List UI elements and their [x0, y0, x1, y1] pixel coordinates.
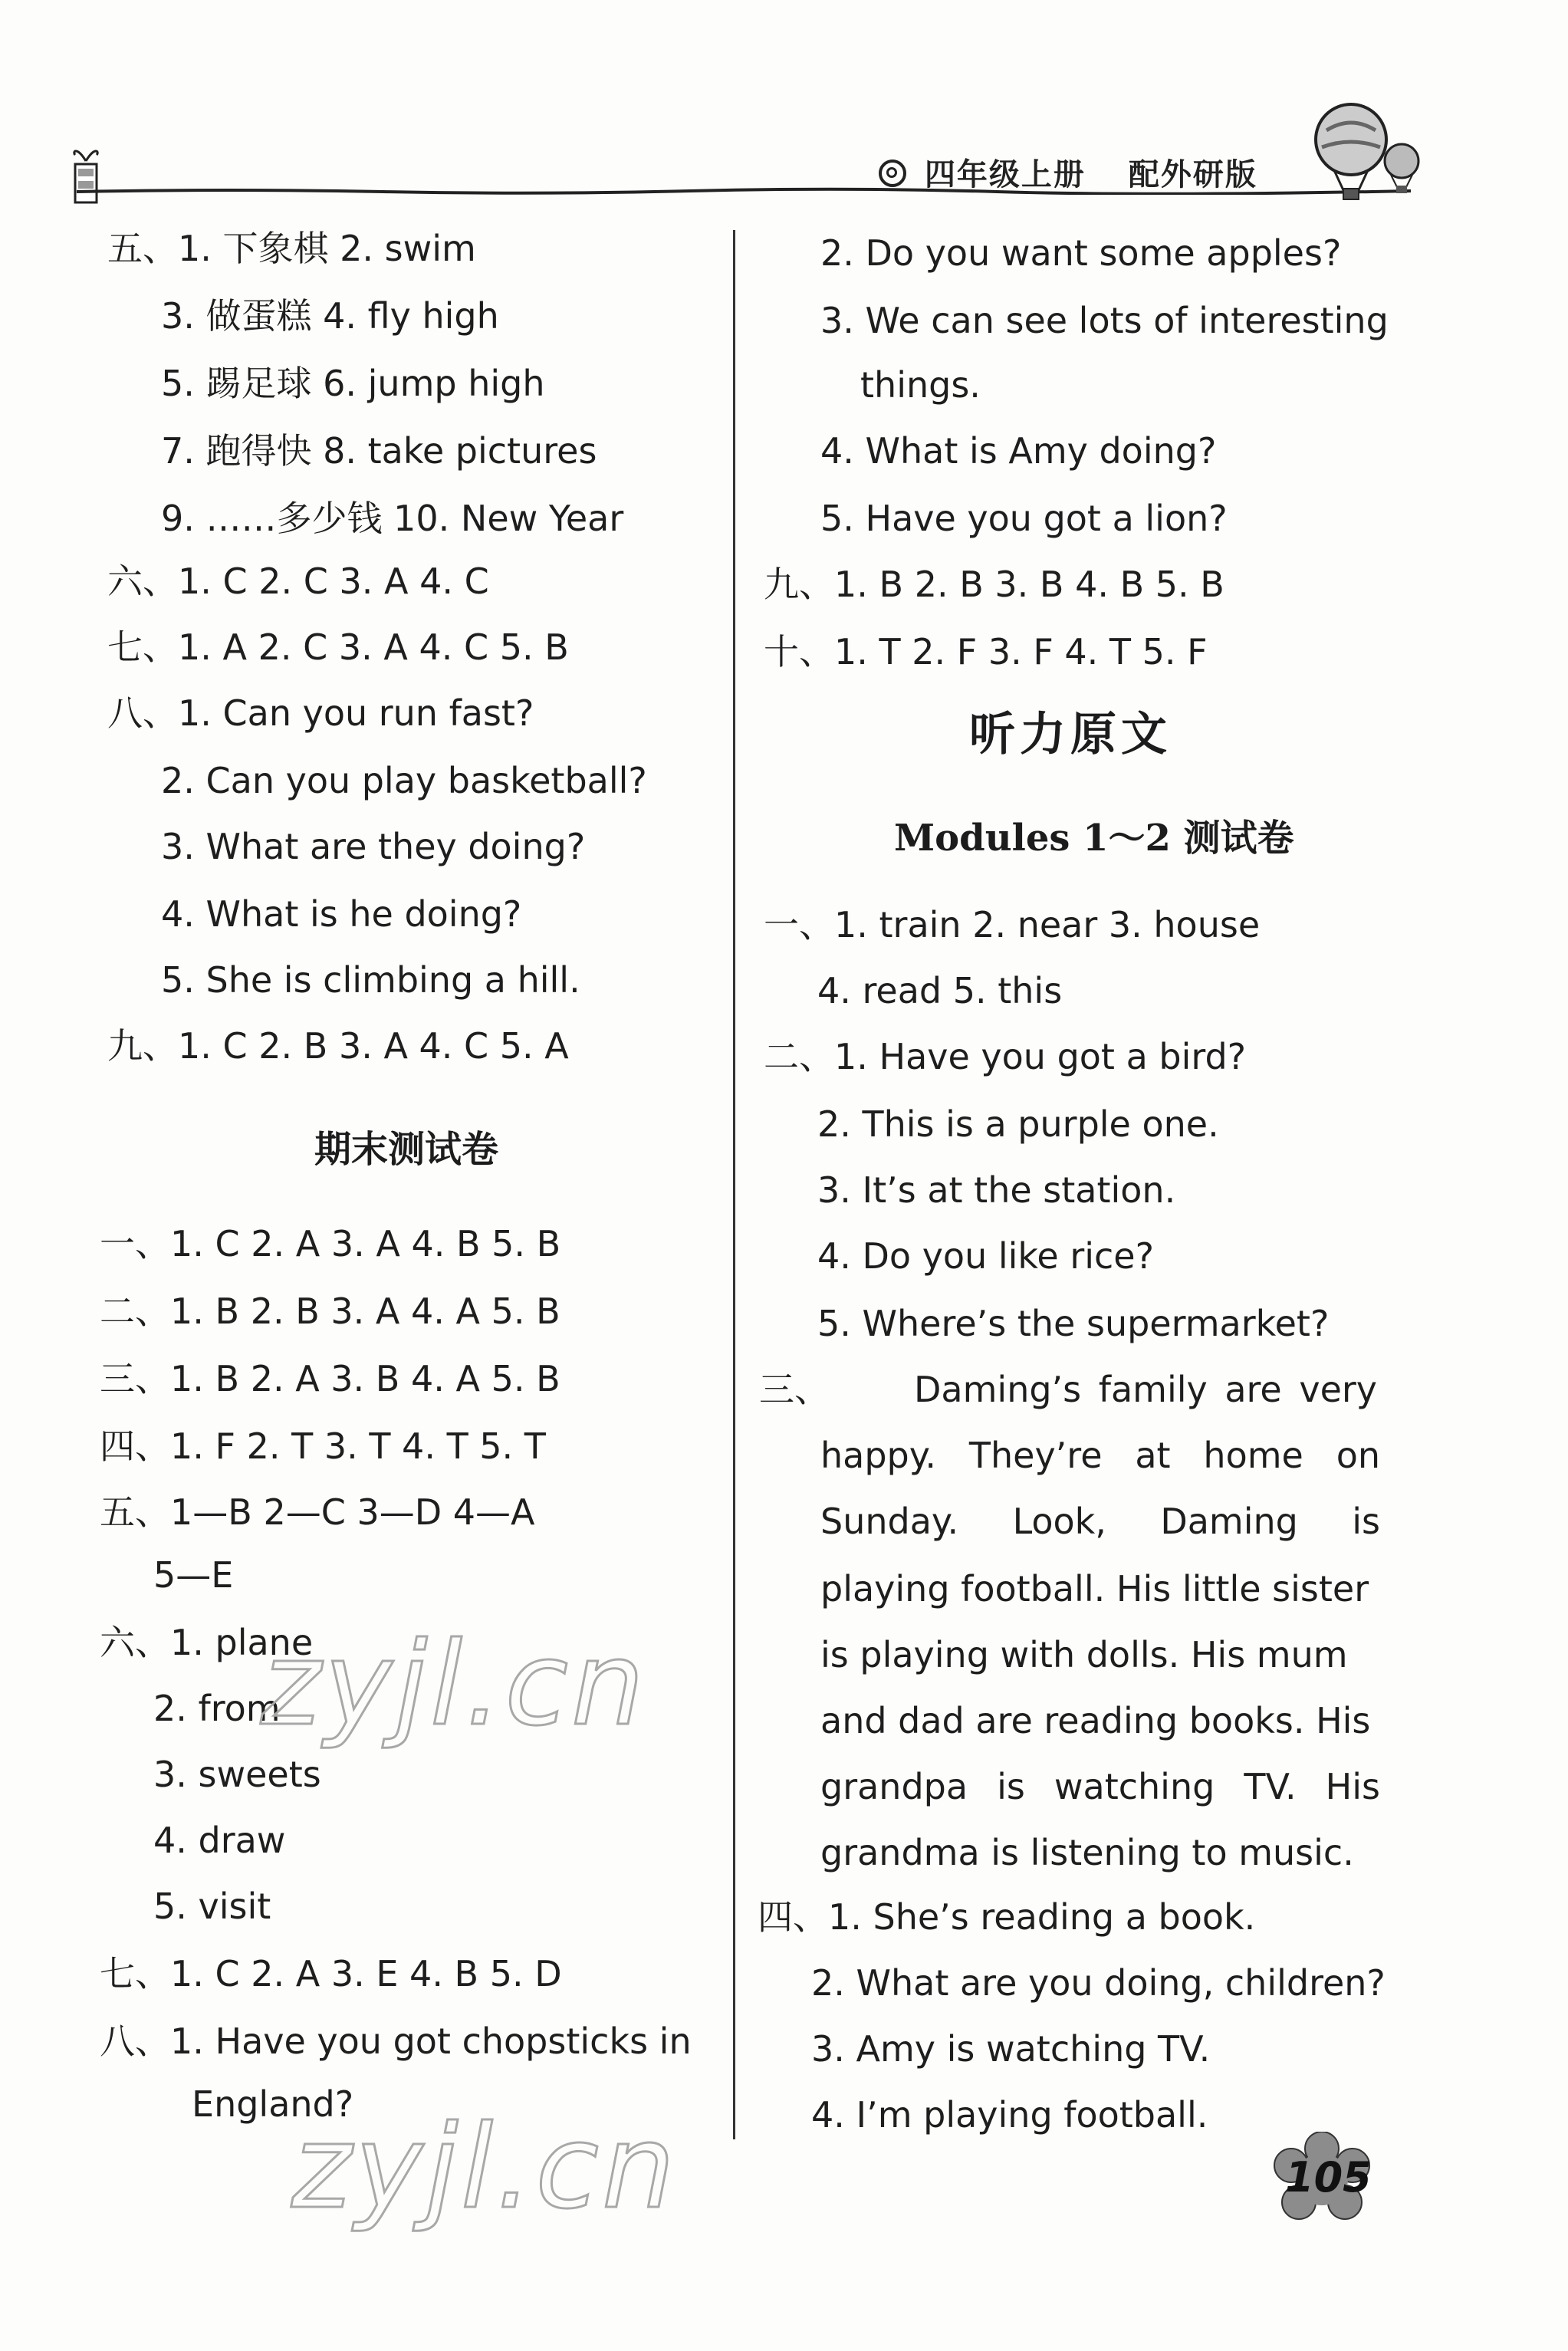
module-line-1: 一、1. train 2. near 3. house — [764, 904, 1261, 945]
right-line-5: 5. Have you got a lion? — [820, 498, 1228, 539]
passage-line-5: is playing with dolls. His mum — [820, 1634, 1348, 1675]
left-line-10: 3. What are they doing? — [161, 826, 586, 867]
final-line-11: 5. visit — [153, 1886, 271, 1927]
left-line-8: 八、1. Can you run fast? — [107, 692, 534, 734]
module-line-4: 2. This is a purple one. — [817, 1103, 1219, 1145]
final-line-13: 八、1. Have you got chopsticks in — [100, 2021, 692, 2062]
right-line-7: 十、1. T 2. F 3. F 4. T 5. F — [764, 631, 1208, 672]
right-line-6: 九、1. B 2. B 3. B 4. B 5. B — [764, 564, 1224, 605]
left-line-9: 2. Can you play basketball? — [161, 760, 647, 801]
watermark: zyjl.cn — [261, 1618, 648, 1751]
final-test-title: 期末测试卷 — [314, 1128, 499, 1171]
left-line-6: 六、1. C 2. C 3. A 4. C — [107, 561, 489, 602]
header-title — [879, 150, 1257, 194]
last-line-3: 3. Amy is watching TV. — [811, 2028, 1211, 2070]
final-line-7: 六、1. plane — [100, 1622, 314, 1663]
final-line-8: 2. from — [153, 1688, 281, 1729]
left-line-4: 7. 跑得快 8. take pictures — [161, 430, 597, 472]
left-line-11: 4. What is he doing? — [161, 893, 522, 935]
module-test-title: Modules 1～2 测试卷 — [894, 817, 1294, 860]
module-line-7: 5. Where’s the supermarket? — [817, 1303, 1330, 1344]
left-line-13: 九、1. C 2. B 3. A 4. C 5. A — [107, 1025, 569, 1067]
column-divider — [733, 230, 735, 2139]
header-grade: 四年级上册 — [924, 157, 1086, 192]
right-line-2: 3. We can see lots of interesting — [820, 300, 1389, 341]
header-edition: 配外研版 — [1128, 157, 1257, 192]
plant-pot-icon — [69, 138, 103, 207]
passage-line-2: happy. They’re at home on — [820, 1435, 1380, 1476]
module-line-5: 3. It’s at the station. — [817, 1169, 1176, 1211]
listening-script-title: 听力原文 — [969, 708, 1172, 761]
right-line-4: 4. What is Amy doing? — [820, 430, 1217, 472]
final-line-1: 一、1. C 2. A 3. A 4. B 5. B — [100, 1223, 561, 1264]
passage-line-8: grandma is listening to music. — [820, 1832, 1354, 1873]
last-line-1: 四、1. She’s reading a book. — [758, 1896, 1256, 1938]
final-line-3: 三、1. B 2. A 3. B 4. A 5. B — [100, 1358, 560, 1399]
final-line-14: England? — [192, 2083, 354, 2125]
left-line-2: 3. 做蛋糕 4. fly high — [161, 295, 499, 337]
passage-line-1: Daming’s family are very — [914, 1369, 1377, 1410]
last-line-2: 2. What are you doing, children? — [811, 1962, 1386, 2004]
passage-label: 三、 — [759, 1369, 830, 1410]
right-line-3: things. — [860, 364, 981, 406]
hot-air-balloon-icon — [1303, 100, 1426, 207]
final-line-9: 3. sweets — [153, 1754, 321, 1795]
final-line-10: 4. draw — [153, 1820, 286, 1861]
final-line-4: 四、1. F 2. T 3. T 4. T 5. T — [100, 1425, 546, 1467]
module-line-2: 4. read 5. this — [817, 970, 1063, 1011]
passage-line-7: grandpa is watching TV. His — [820, 1766, 1380, 1807]
passage-line-3: Sunday. Look, Daming is — [820, 1501, 1380, 1542]
passage-line-6: and dad are reading books. His — [820, 1700, 1371, 1741]
right-line-1: 2. Do you want some apples? — [820, 232, 1342, 274]
left-line-5: 9. ……多少钱 10. New Year — [161, 498, 624, 539]
passage-line-4: playing football. His little sister — [820, 1568, 1369, 1610]
page-number: 105 — [1285, 2153, 1372, 2201]
left-line-7: 七、1. A 2. C 3. A 4. C 5. B — [107, 626, 569, 668]
left-line-12: 5. She is climbing a hill. — [161, 959, 580, 1001]
target-icon — [879, 159, 906, 187]
left-line-3: 5. 踢足球 6. jump high — [161, 363, 545, 404]
left-line-1: 五、1. 下象棋 2. swim — [107, 228, 476, 269]
final-line-12: 七、1. C 2. A 3. E 4. B 5. D — [100, 1953, 562, 1994]
watermark: zyjl.cn — [291, 2101, 679, 2234]
final-line-5: 五、1—B 2—C 3—D 4—A — [100, 1491, 535, 1533]
final-line-2: 二、1. B 2. B 3. A 4. A 5. B — [100, 1291, 560, 1332]
final-line-6: 5—E — [153, 1554, 234, 1596]
module-line-3: 二、1. Have you got a bird? — [764, 1036, 1247, 1077]
last-line-4: 4. I’m playing football. — [811, 2094, 1208, 2136]
module-line-6: 4. Do you like rice? — [817, 1235, 1155, 1277]
